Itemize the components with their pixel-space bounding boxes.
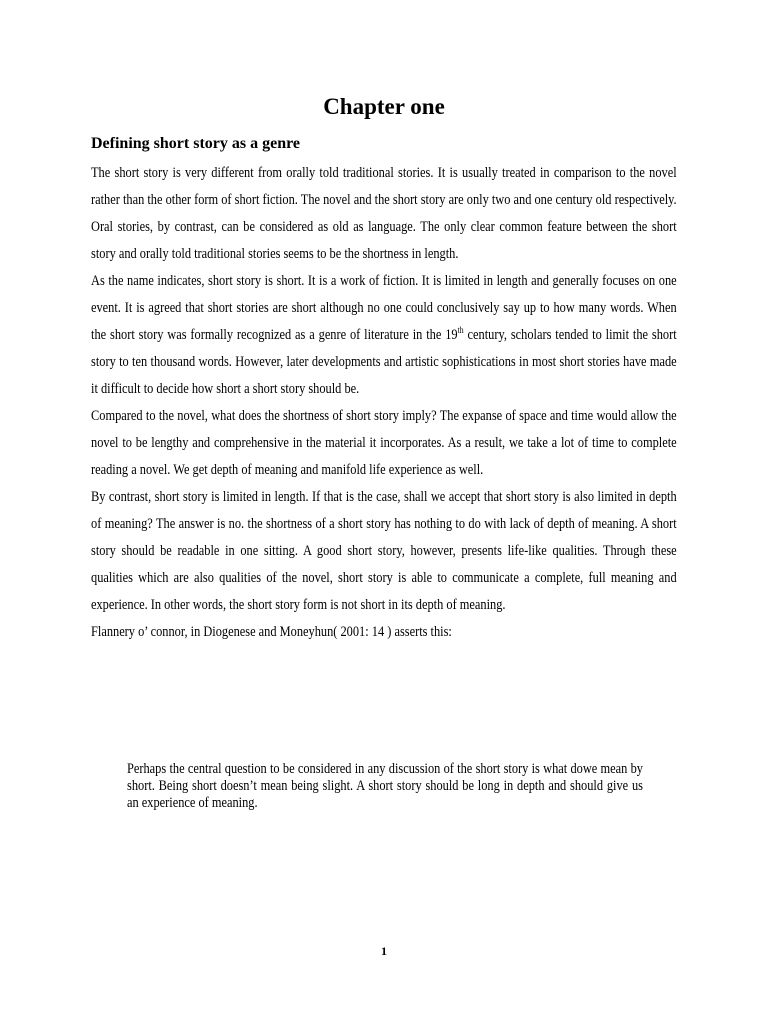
section-heading: Defining short story as a genre <box>91 135 301 152</box>
paragraph-3: Compared to the novel, what does the shortness of short story imply? The expanse of space and time would allow the novel to be lengthy and comprehensive in the material it incorporates. As a result, we take a lot of time to complete reading a novel. We get depth of meaning and manifold life experience as well. <box>91 408 677 478</box>
paragraph-1: The short story is very different from orally told traditional stories. It is usually treated in comparison to the novel rather than the other form of short fiction. The novel and the short story are only two and one century old respectively. Oral stories, by contrast, can be considered as old as language. The only clear common feature between the short story and orally told traditional stories seems to be the shortness in length. <box>91 165 677 262</box>
paragraph-4: By contrast, short story is limited in length. If that is the case, shall we accept that short story is also limited in depth of meaning? The answer is no. the shortness of a short story has nothing to do with lack of depth of meaning. A short story should be readable in one sitting. A good short story, however, presents life-like qualities. Through these qualities which are also qualities of the novel, short story is able to communicate a complete, full meaning and experience. In other words, the short story form is not short in its depth of meaning. <box>91 489 677 613</box>
chapter-title: Chapter one <box>323 94 445 119</box>
paragraph-5: Flannery o’ connor, in Diogenese and Moneyhun( 2001: 14 ) asserts this: <box>91 624 452 640</box>
block-quote <box>127 761 643 812</box>
paragraph-2 <box>91 268 677 403</box>
paragraph-2-text-a: As the name indicates, short story is short. It is a work of fiction. It is limited in length and generally focuses on one event. It is agreed that short stories are short although no one could conclusively say up to how many words. When the short story was formally recognized as a genre of literature in the 19 <box>91 273 677 343</box>
paragraph-2-text-b: century, scholars tended to limit the short story to ten thousand words. However, later developments and artistic sophistications in most short stories have made it difficult to decide how short a short story should be. <box>91 327 677 397</box>
body-text <box>91 160 677 646</box>
ordinal-superscript: th <box>457 325 464 336</box>
page-number: 1 <box>381 944 387 958</box>
block-quote-text: Perhaps the central question to be considered in any discussion of the short story is what dowe mean by short. Being short doesn’t mean being slight. A short story should be long in depth and should give us an experience of meaning. <box>127 761 643 811</box>
